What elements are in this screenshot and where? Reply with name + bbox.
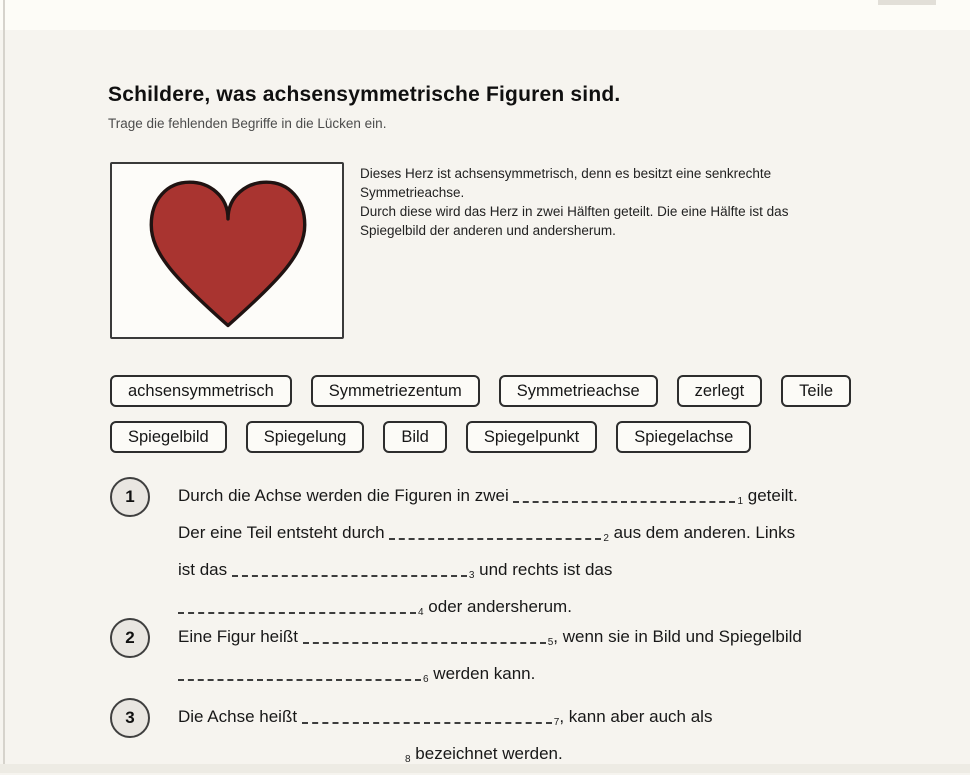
- answer-blank-6[interactable]: [178, 664, 421, 681]
- word-bank-row-2: [110, 421, 910, 453]
- example-description: [360, 164, 945, 240]
- exercise-text-segment: aus dem anderen. Links: [608, 523, 796, 542]
- blank-number: 4: [418, 607, 424, 618]
- example-text-line: Spiegelbild der anderen und andersherum.: [360, 223, 616, 238]
- blank-number: 6: [423, 674, 429, 685]
- exercise-text-segment: Durch die Achse werden die Figuren in zwei: [178, 486, 514, 505]
- exercise-text: [178, 480, 878, 628]
- answer-blank-7[interactable]: [302, 707, 552, 724]
- word-chip[interactable]: Bild: [383, 421, 447, 453]
- exercise-text-segment: werden kann.: [428, 664, 536, 683]
- exercise-text-segment: Die Achse heißt: [178, 707, 302, 726]
- word-bank: [110, 375, 910, 467]
- scan-corner-mark: [878, 0, 936, 5]
- word-chip[interactable]: Spiegelpunkt: [466, 421, 597, 453]
- exercise-number-badge: 1: [110, 477, 150, 517]
- heart-shape: [151, 182, 304, 325]
- example-text-line: Dieses Herz ist achsensymmetrisch, denn es besitzt eine senkrechte: [360, 166, 772, 181]
- word-chip[interactable]: Spiegelbild: [110, 421, 227, 453]
- word-bank-row-1: [110, 375, 910, 407]
- word-chip[interactable]: Symmetriezentum: [311, 375, 480, 407]
- scan-top-margin: [0, 0, 970, 30]
- blank-number: 7: [553, 717, 560, 728]
- exercise-text-segment: ist das: [178, 560, 232, 579]
- word-chip[interactable]: Symmetrieachse: [499, 375, 658, 407]
- blank-number: 8: [405, 754, 411, 765]
- word-chip[interactable]: achsensymmetrisch: [110, 375, 292, 407]
- exercise-number-badge: 3: [110, 698, 150, 738]
- exercise-text-segment: , kann aber auch als: [559, 707, 713, 726]
- scan-left-edge: [3, 0, 5, 773]
- page-title: Schildere, was achsensymmetrische Figuren sind.: [108, 83, 621, 106]
- answer-blank-2[interactable]: [389, 523, 601, 540]
- blank-number: 3: [468, 570, 475, 581]
- example-text-line: Symmetrieachse.: [360, 185, 465, 200]
- exercise-text-segment: und rechts ist das: [474, 560, 613, 579]
- word-chip[interactable]: Spiegelung: [246, 421, 365, 453]
- exercise-text-segment: oder andersherum.: [423, 597, 572, 616]
- example-text-line: Durch diese wird das Herz in zwei Hälften geteilt. Die eine Hälfte ist das: [360, 204, 789, 219]
- answer-blank-1[interactable]: [513, 486, 735, 503]
- heart-image-box: [110, 162, 344, 339]
- word-chip[interactable]: Spiegelachse: [616, 421, 751, 453]
- exercise-text-segment: Eine Figur heißt: [178, 627, 303, 646]
- exercise-text-segment: Der eine Teil entsteht durch: [178, 523, 390, 542]
- word-chip[interactable]: zerlegt: [677, 375, 763, 407]
- exercise-number-badge: 2: [110, 618, 150, 658]
- exercise-text: [178, 701, 878, 775]
- exercise-text: [178, 621, 878, 695]
- word-chip[interactable]: Teile: [781, 375, 851, 407]
- indent-spacer: [178, 758, 403, 759]
- answer-blank-5[interactable]: [303, 627, 546, 644]
- page-instructions: Trage die fehlenden Begriffe in die Lücken ein.: [108, 116, 387, 131]
- answer-blank-4[interactable]: [178, 597, 416, 614]
- answer-blank-3[interactable]: [232, 560, 467, 577]
- exercise-text-segment: geteilt.: [743, 486, 798, 505]
- blank-number: 2: [603, 533, 609, 544]
- blank-number: 1: [737, 496, 744, 507]
- exercise-text-segment: , wenn sie in Bild und Spiegelbild: [553, 627, 802, 646]
- heart-icon: [142, 172, 314, 334]
- exercise-text-segment: bezeichnet werden.: [410, 744, 563, 763]
- blank-number: 5: [547, 637, 554, 648]
